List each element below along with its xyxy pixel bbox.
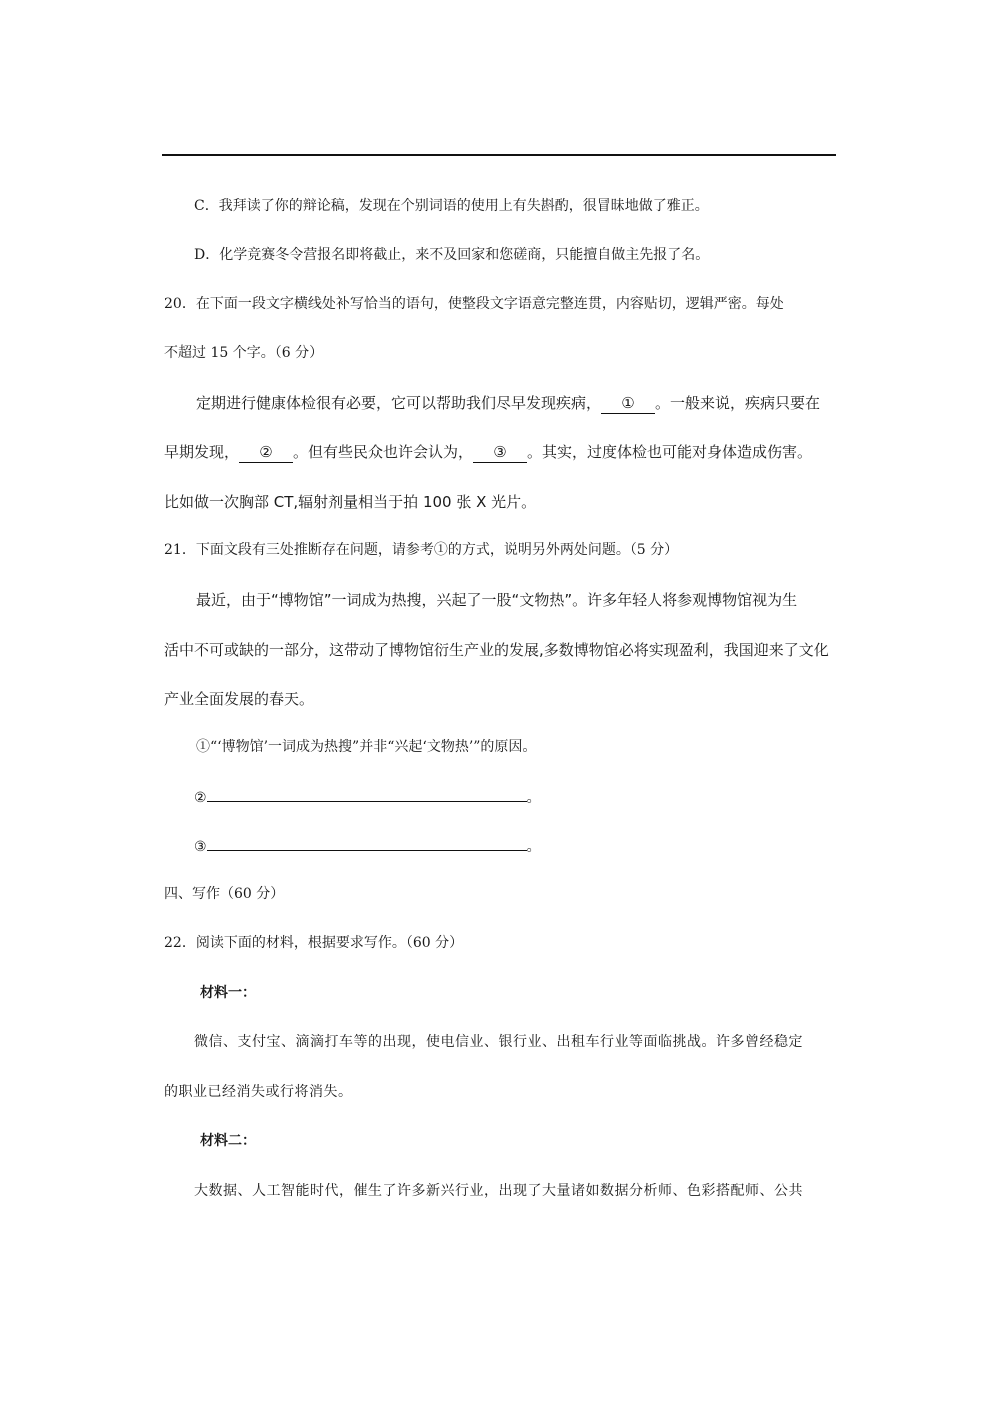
header-rule (162, 154, 836, 156)
q20-text: 定期进行健康体检很有必要，它可以帮助我们尽早发现疾病， (196, 394, 602, 412)
material-2-line1: 大数据、人工智能时代，催生了许多新兴行业，出现了大量诸如数据分析师、色彩搭配师、公共 (194, 1183, 803, 1199)
q20-passage-line1 (196, 393, 820, 414)
q20-prompt-line2: 不超过 15 个字。（6 分） (164, 345, 324, 361)
q21-answer-1: ①“‘博物馆’一词成为热搜”并非“兴起‘文物热’”的原因。 (196, 739, 537, 755)
q22-prompt: 22．阅读下面的材料，根据要求写作。（60 分） (164, 935, 464, 951)
blank-3: ③ (473, 442, 527, 463)
answer-3-label: ③ (194, 839, 207, 855)
blank-1: ① (601, 393, 655, 414)
q20-text: 。其实，过度体检也可能对身体造成伤害。 (527, 443, 813, 461)
q20-prompt-line1: 20．在下面一段文字横线处补写恰当的语句，使整段文字语意完整连贯，内容贴切，逻辑严密。每处 (164, 296, 784, 312)
q21-answer-3 (194, 836, 541, 857)
answer-2-end: 。 (526, 790, 541, 806)
q20-passage-line2 (164, 442, 812, 463)
material-1-line1: 微信、支付宝、滴滴打车等的出现，使电信业、银行业、出租车行业等面临挑战。许多曾经稳定 (194, 1034, 803, 1050)
q21-passage-line1: 最近，由于“博物馆”一词成为热搜，兴起了一股“文物热”。许多年轻人将参观博物馆视为生 (196, 591, 798, 609)
answer-3-blank[interactable] (207, 836, 527, 851)
q20-text: 。一般来说，疾病只要在 (655, 394, 821, 412)
q20-passage-line3: 比如做一次胸部 CT,辐射剂量相当于拍 100 张 X 光片。 (164, 493, 537, 511)
q21-passage-line2: 活中不可或缺的一部分，这带动了博物馆衍生产业的发展,多数博物馆必将实现盈利，我国迎来了文化 (164, 641, 829, 659)
material-2-title: 材料二： (200, 1133, 256, 1149)
blank-2: ② (239, 442, 293, 463)
q21-answer-2 (194, 787, 541, 808)
section-heading: 四、写作（60 分） (164, 886, 285, 902)
q21-prompt: 21．下面文段有三处推断存在问题，请参考①的方式，说明另外两处问题。（5 分） (164, 542, 679, 558)
q21-passage-line3: 产业全面发展的春天。 (164, 690, 315, 708)
material-1-title: 材料一： (200, 985, 256, 1001)
answer-2-blank[interactable] (207, 787, 527, 802)
q20-text: 早期发现， (164, 443, 240, 461)
answer-2-label: ② (194, 790, 207, 806)
option-d: D．化学竞赛冬令营报名即将截止，来不及回家和您磋商，只能擅自做主先报了名。 (194, 247, 710, 263)
answer-3-end: 。 (526, 839, 541, 855)
material-1-line2: 的职业已经消失或行将消失。 (164, 1084, 353, 1100)
q20-text: 。但有些民众也许会认为， (293, 443, 474, 461)
option-c: C．我拜读了你的辩论稿，发现在个别词语的使用上有失斟酌，很冒昧地做了雅正。 (194, 198, 709, 214)
